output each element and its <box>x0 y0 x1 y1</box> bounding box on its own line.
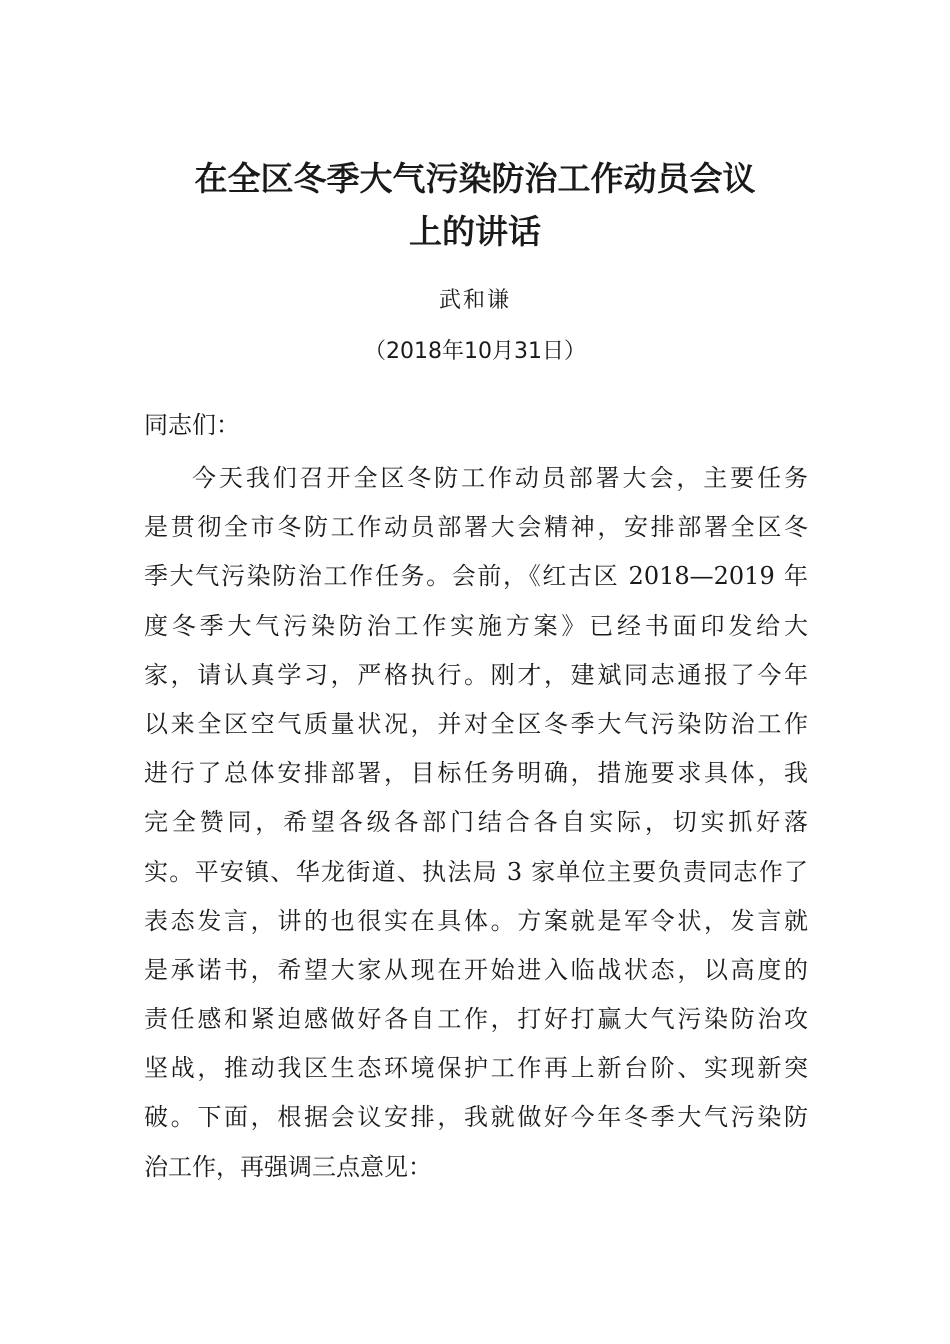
document-title-line-2: 上的讲话 <box>409 212 541 251</box>
speech-date: （2018年10月31日） <box>364 339 586 364</box>
body-line: 坚战，推动我区生态环境保护工作再上新台阶、实现新突 <box>144 1054 808 1083</box>
body-line: 是承诺书，希望大家从现在开始进入临战状态，以高度的 <box>144 955 808 984</box>
body-line: 破。下面，根据会议安排，我就做好今年冬季大气污染防 <box>144 1103 808 1132</box>
body-line: 以来全区空气质量状况，并对全区冬季大气污染防治工作 <box>144 709 808 738</box>
body-line: 今天我们召开全区冬防工作动员部署大会，主要任务 <box>192 464 808 492</box>
body-line: 进行了总体安排部署，目标任务明确，措施要求具体，我 <box>144 759 808 788</box>
document-title-line-1: 在全区冬季大气污染防治工作动员会议 <box>194 159 756 198</box>
body-line: 是贯彻全市冬防工作动员部署大会精神，安排部署全区冬 <box>144 513 808 542</box>
author-name: 武和谦 <box>438 288 511 313</box>
greeting: 同志们： <box>144 411 240 439</box>
body-line: 完全赞同，希望各级各部门结合各自实际，切实抓好落 <box>144 808 808 837</box>
body-line: 家，请认真学习，严格执行。刚才，建斌同志通报了今年 <box>144 660 808 689</box>
speech-body <box>144 454 808 1192</box>
body-line: 度冬季大气污染防治工作实施方案》已经书面印发给大 <box>144 611 808 640</box>
body-line: 治工作，再强调三点意见： <box>144 1152 432 1181</box>
body-line: 季大气污染防治工作任务。会前，《红古区 2018—2019 年 <box>144 562 808 591</box>
body-line: 实。平安镇、华龙街道、执法局 3 家单位主要负责同志作了 <box>144 857 808 886</box>
body-line: 表态发言，讲的也很实在具体。方案就是军令状，发言就 <box>144 906 808 935</box>
body-line: 责任感和紧迫感做好各自工作，打好打赢大气污染防治攻 <box>144 1005 808 1034</box>
